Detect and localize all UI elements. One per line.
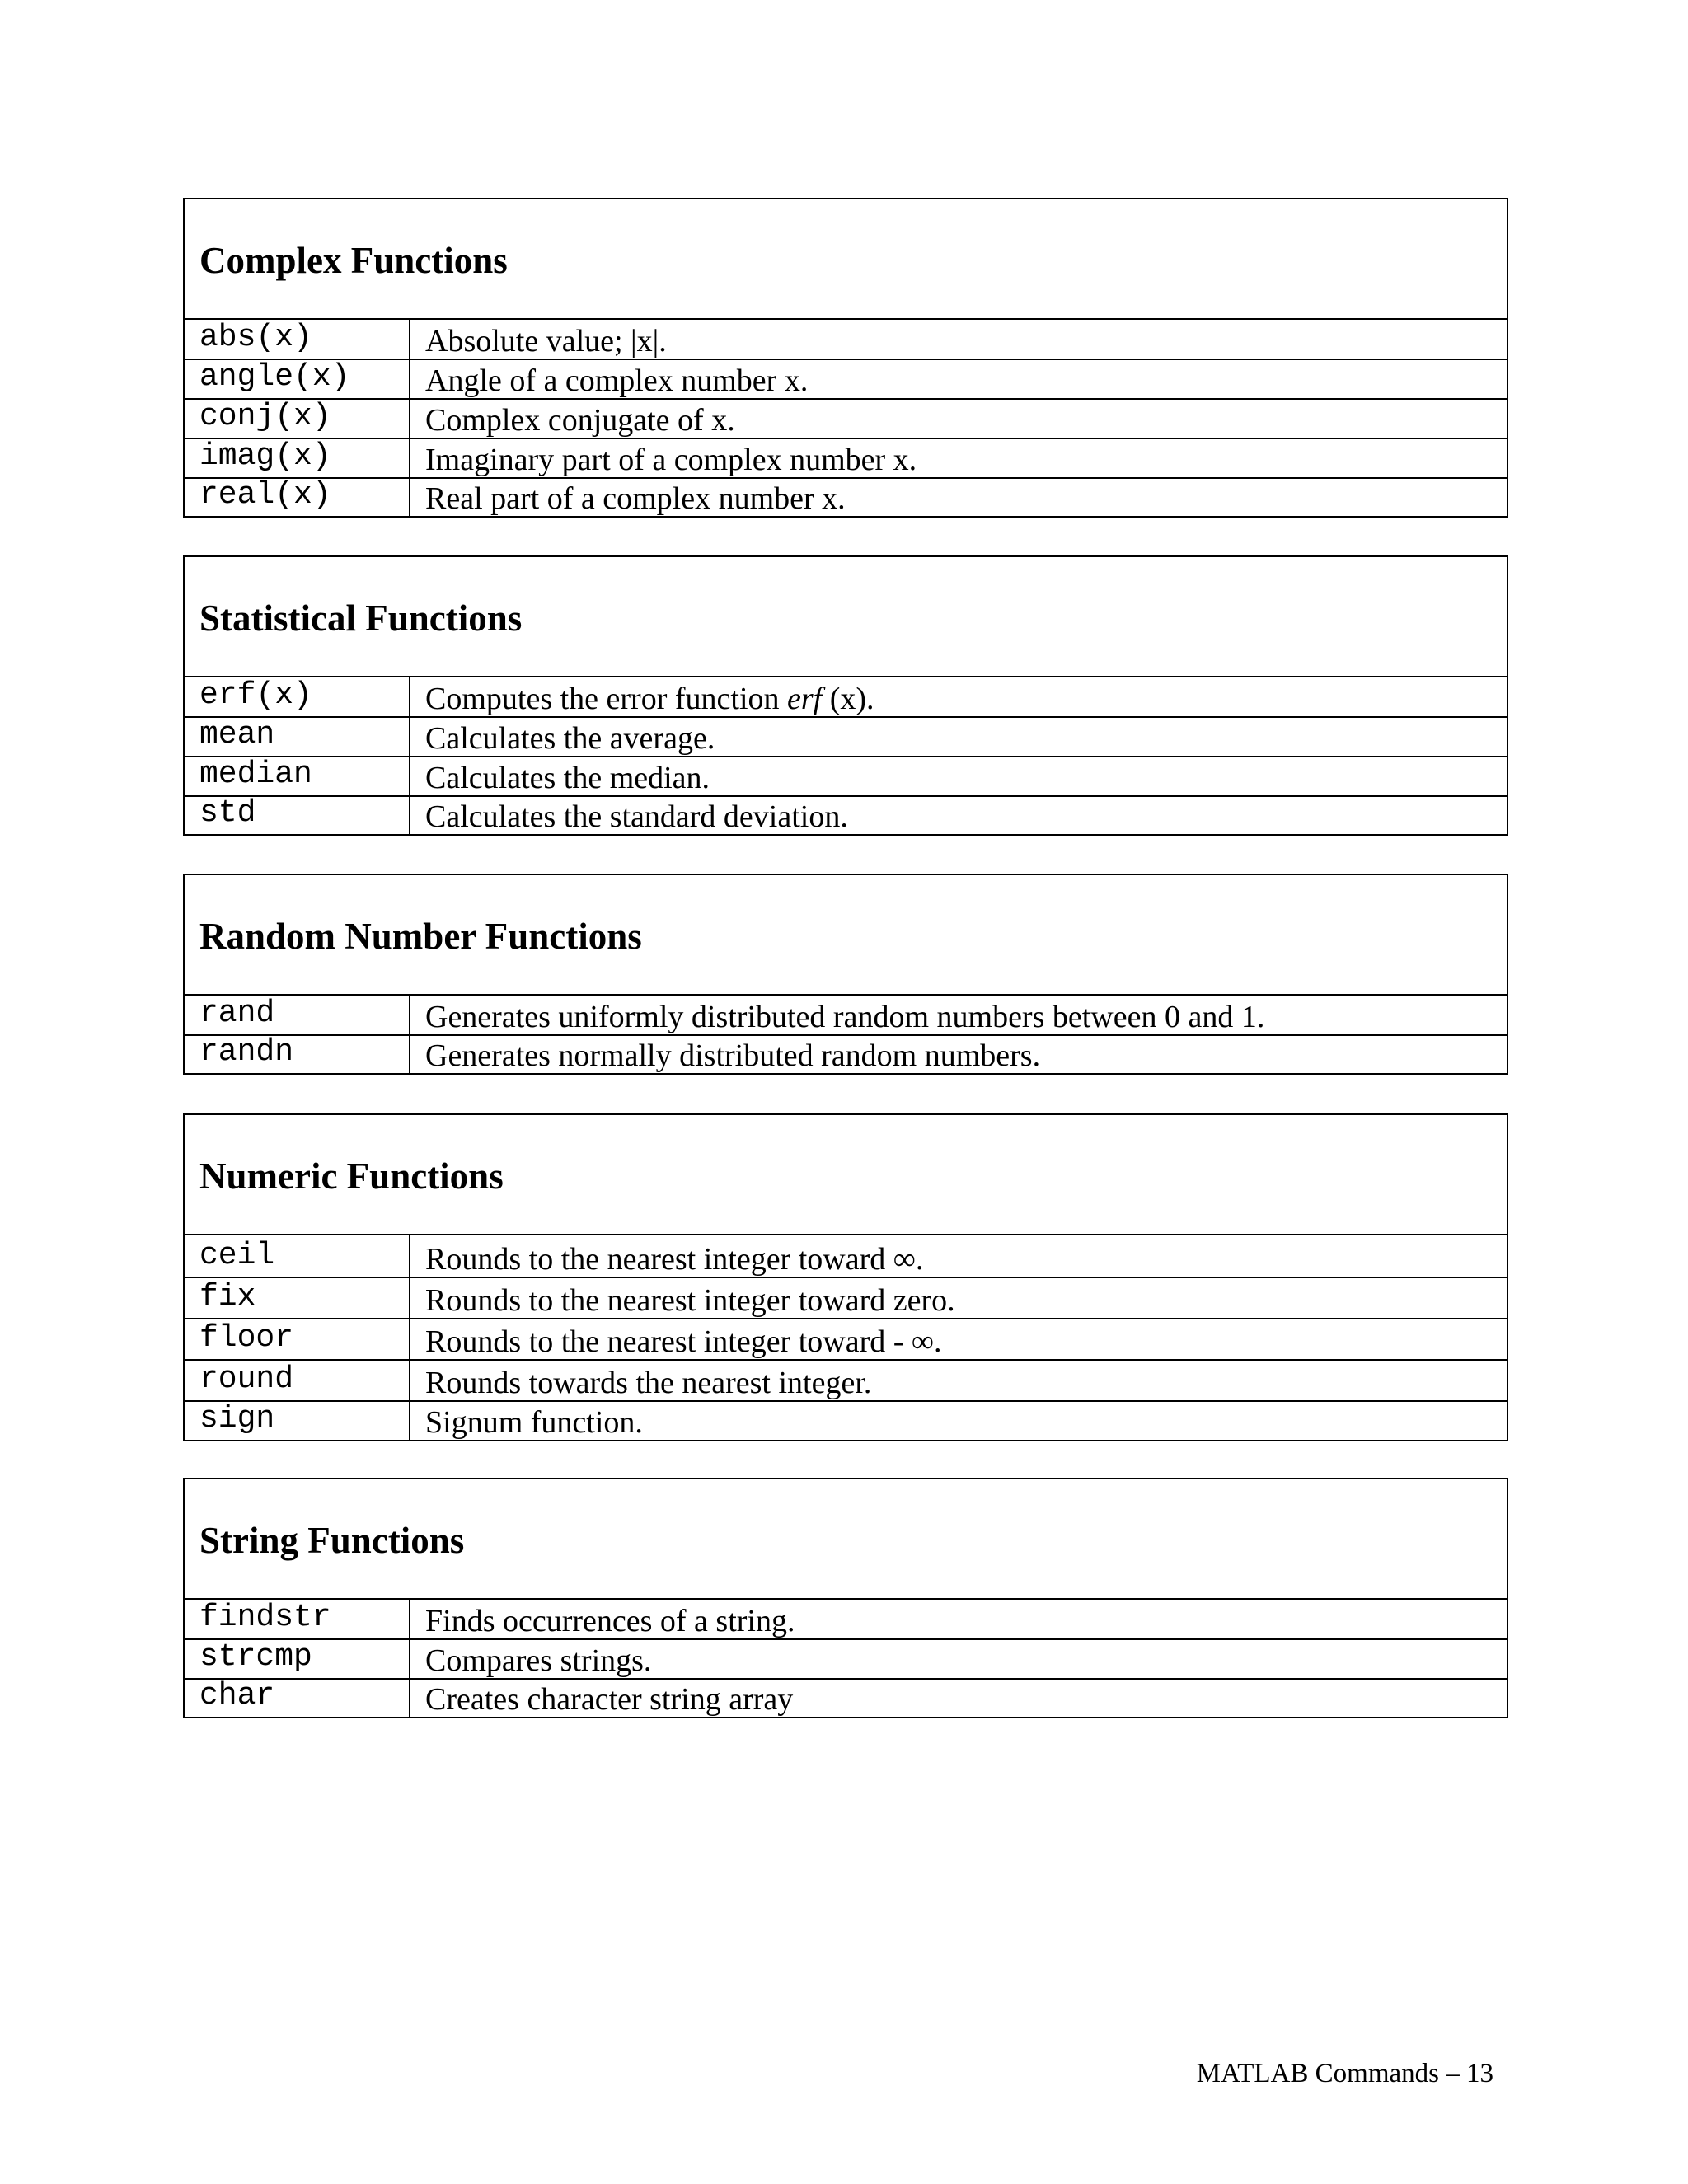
command-cell: round <box>185 1361 410 1400</box>
command-cell: ceil <box>185 1235 410 1277</box>
table-row <box>185 1600 1507 1638</box>
page-footer: MATLAB Commands – 13 <box>1196 2059 1493 2088</box>
table-body <box>185 1235 1507 1440</box>
statistical-functions-table <box>183 555 1508 836</box>
command-cell: rand <box>185 996 410 1034</box>
section-header <box>185 1479 1507 1600</box>
command-cell: floor <box>185 1319 410 1359</box>
table-row <box>185 438 1507 477</box>
table-body <box>185 996 1507 1073</box>
description-cell: Generates normally distributed random numbers. <box>425 1038 1041 1073</box>
section-title: Numeric Functions <box>199 1155 504 1197</box>
command-cell: angle(x) <box>185 360 410 398</box>
command-cell: imag(x) <box>185 439 410 477</box>
table-row <box>185 398 1507 438</box>
description-cell: Creates character string array <box>425 1682 794 1717</box>
description-cell: Complex conjugate of x. <box>425 403 735 438</box>
table-row <box>185 1235 1507 1277</box>
table-row <box>185 1034 1507 1073</box>
description-cell: Rounds to the nearest integer toward - ∞. <box>425 1324 942 1359</box>
description-cell: Signum function. <box>425 1405 643 1440</box>
table-row <box>185 1277 1507 1318</box>
table-row <box>185 1359 1507 1400</box>
command-cell: std <box>185 797 410 834</box>
table-row <box>185 1678 1507 1717</box>
numeric-functions-table <box>183 1113 1508 1441</box>
function-name-italic: erf <box>787 682 823 716</box>
table-row <box>185 795 1507 834</box>
description-cell: Compares strings. <box>425 1643 652 1678</box>
description-cell <box>410 677 1507 716</box>
command-cell: median <box>185 757 410 795</box>
command-cell: randn <box>185 1036 410 1073</box>
description-cell: Rounds to the nearest integer toward zero. <box>425 1283 955 1318</box>
command-cell: fix <box>185 1278 410 1318</box>
command-cell: conj(x) <box>185 400 410 438</box>
table-row <box>185 320 1507 359</box>
command-cell: sign <box>185 1402 410 1440</box>
section-header <box>185 557 1507 677</box>
description-cell: Rounds to the nearest integer toward ∞. <box>425 1242 924 1277</box>
table-row <box>185 477 1507 516</box>
description-cell: Angle of a complex number x. <box>425 363 809 398</box>
section-title: Random Number Functions <box>199 916 642 957</box>
table-row <box>185 1400 1507 1440</box>
description-cell: Real part of a complex number x. <box>425 481 846 516</box>
string-functions-table <box>183 1478 1508 1718</box>
description-cell: Calculates the median. <box>425 761 710 795</box>
complex-functions-table <box>183 198 1508 518</box>
section-header <box>185 1115 1507 1235</box>
table-body <box>185 320 1507 516</box>
table-row <box>185 756 1507 795</box>
description-cell: Absolute value; |x|. <box>425 324 667 359</box>
section-header <box>185 875 1507 996</box>
section-title: Complex Functions <box>199 240 508 281</box>
command-cell: real(x) <box>185 479 410 516</box>
description-text: Computes the error function <box>425 682 788 716</box>
command-cell: findstr <box>185 1600 410 1638</box>
random-number-functions-table <box>183 874 1508 1075</box>
table-row <box>185 359 1507 398</box>
command-cell: abs(x) <box>185 320 410 359</box>
table-row <box>185 996 1507 1034</box>
description-text: (x). <box>822 682 874 716</box>
description-cell: Rounds towards the nearest integer. <box>425 1366 872 1400</box>
description-cell: Calculates the average. <box>425 721 715 756</box>
command-cell: char <box>185 1680 410 1717</box>
command-cell: mean <box>185 718 410 756</box>
table-row <box>185 1318 1507 1359</box>
command-cell: strcmp <box>185 1640 410 1678</box>
command-cell: erf(x) <box>185 677 410 716</box>
table-body <box>185 677 1507 834</box>
section-header <box>185 199 1507 320</box>
description-cell: Generates uniformly distributed random numbers between 0 and 1. <box>425 1000 1265 1034</box>
section-title: String Functions <box>199 1520 465 1561</box>
description-cell: Imaginary part of a complex number x. <box>425 443 917 477</box>
description-cell: Calculates the standard deviation. <box>425 799 848 834</box>
description-cell: Finds occurrences of a string. <box>425 1604 795 1638</box>
table-row <box>185 716 1507 756</box>
table-row <box>185 677 1507 716</box>
table-row <box>185 1638 1507 1678</box>
section-title: Statistical Functions <box>199 598 523 639</box>
table-body <box>185 1600 1507 1717</box>
